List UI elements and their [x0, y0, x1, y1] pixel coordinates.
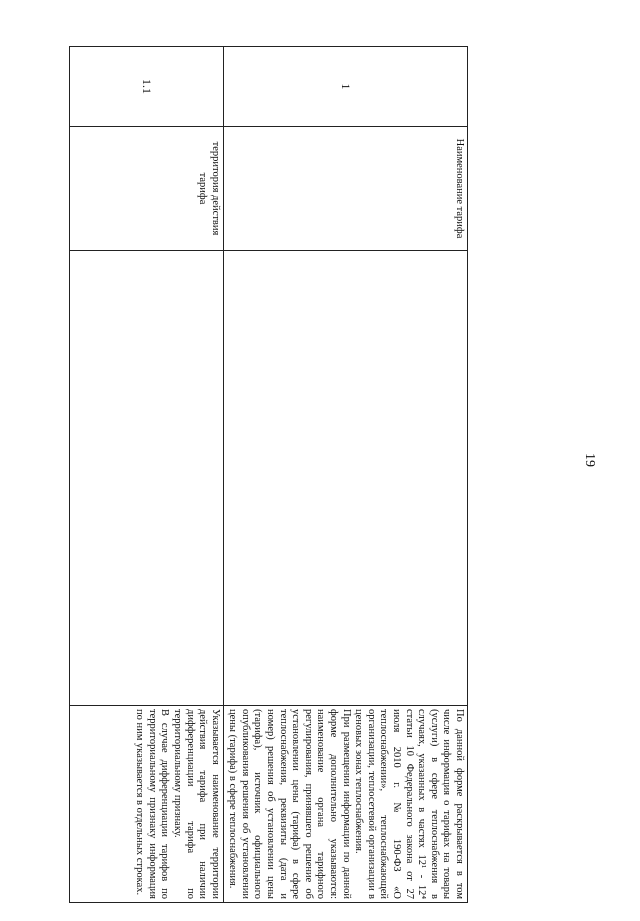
tariff-table — [69, 46, 468, 903]
description-paragraph: При размещении информации по данной форме дополнительно указываются: наименование органа тарифного регулирования, принявшего решение об установлении цены (тарифа) в сфере теплоснабжения, реквизиты (дата и номер) решения об установлении цены (тарифа), источник официального опубликования решения об установлении цены (тарифа) в сфере теплоснабжения. — [227, 709, 352, 899]
rotated-table-wrapper — [126, 46, 468, 899]
row-name: Наименование тарифа — [223, 127, 467, 251]
description-paragraph: По данной форме раскрывается в том числе информация о тарифах на товары (услуги) в сфере теплоснабжения в случаях, указанных в частях 12¹ - 12⁴ статьи 10 Федерального закона от 27 июля 2010 г. № 190-ФЗ «О теплоснабжении», теплоснабжающей организации, теплосетевой организации в ценовых зонах теплоснабжения. — [353, 709, 465, 899]
row-number: 1.1 — [69, 47, 223, 127]
row-number: 1 — [223, 47, 467, 127]
row-value — [223, 251, 467, 706]
description-paragraph: Указывается наименование территории действия тарифа при наличии дифференциации тарифа по территориальному признаку. — [171, 709, 221, 899]
page-number: 19 — [582, 453, 597, 467]
table-row — [69, 47, 223, 903]
table-row — [223, 47, 467, 903]
row-name: территория действия тарифа — [69, 127, 223, 251]
row-description — [69, 706, 223, 903]
description-paragraph: В случае дифференциации тарифов по территориальному признаку информация по ним указывается в отдельных строках. — [134, 709, 171, 899]
row-value — [69, 251, 223, 706]
row-description — [223, 706, 467, 903]
